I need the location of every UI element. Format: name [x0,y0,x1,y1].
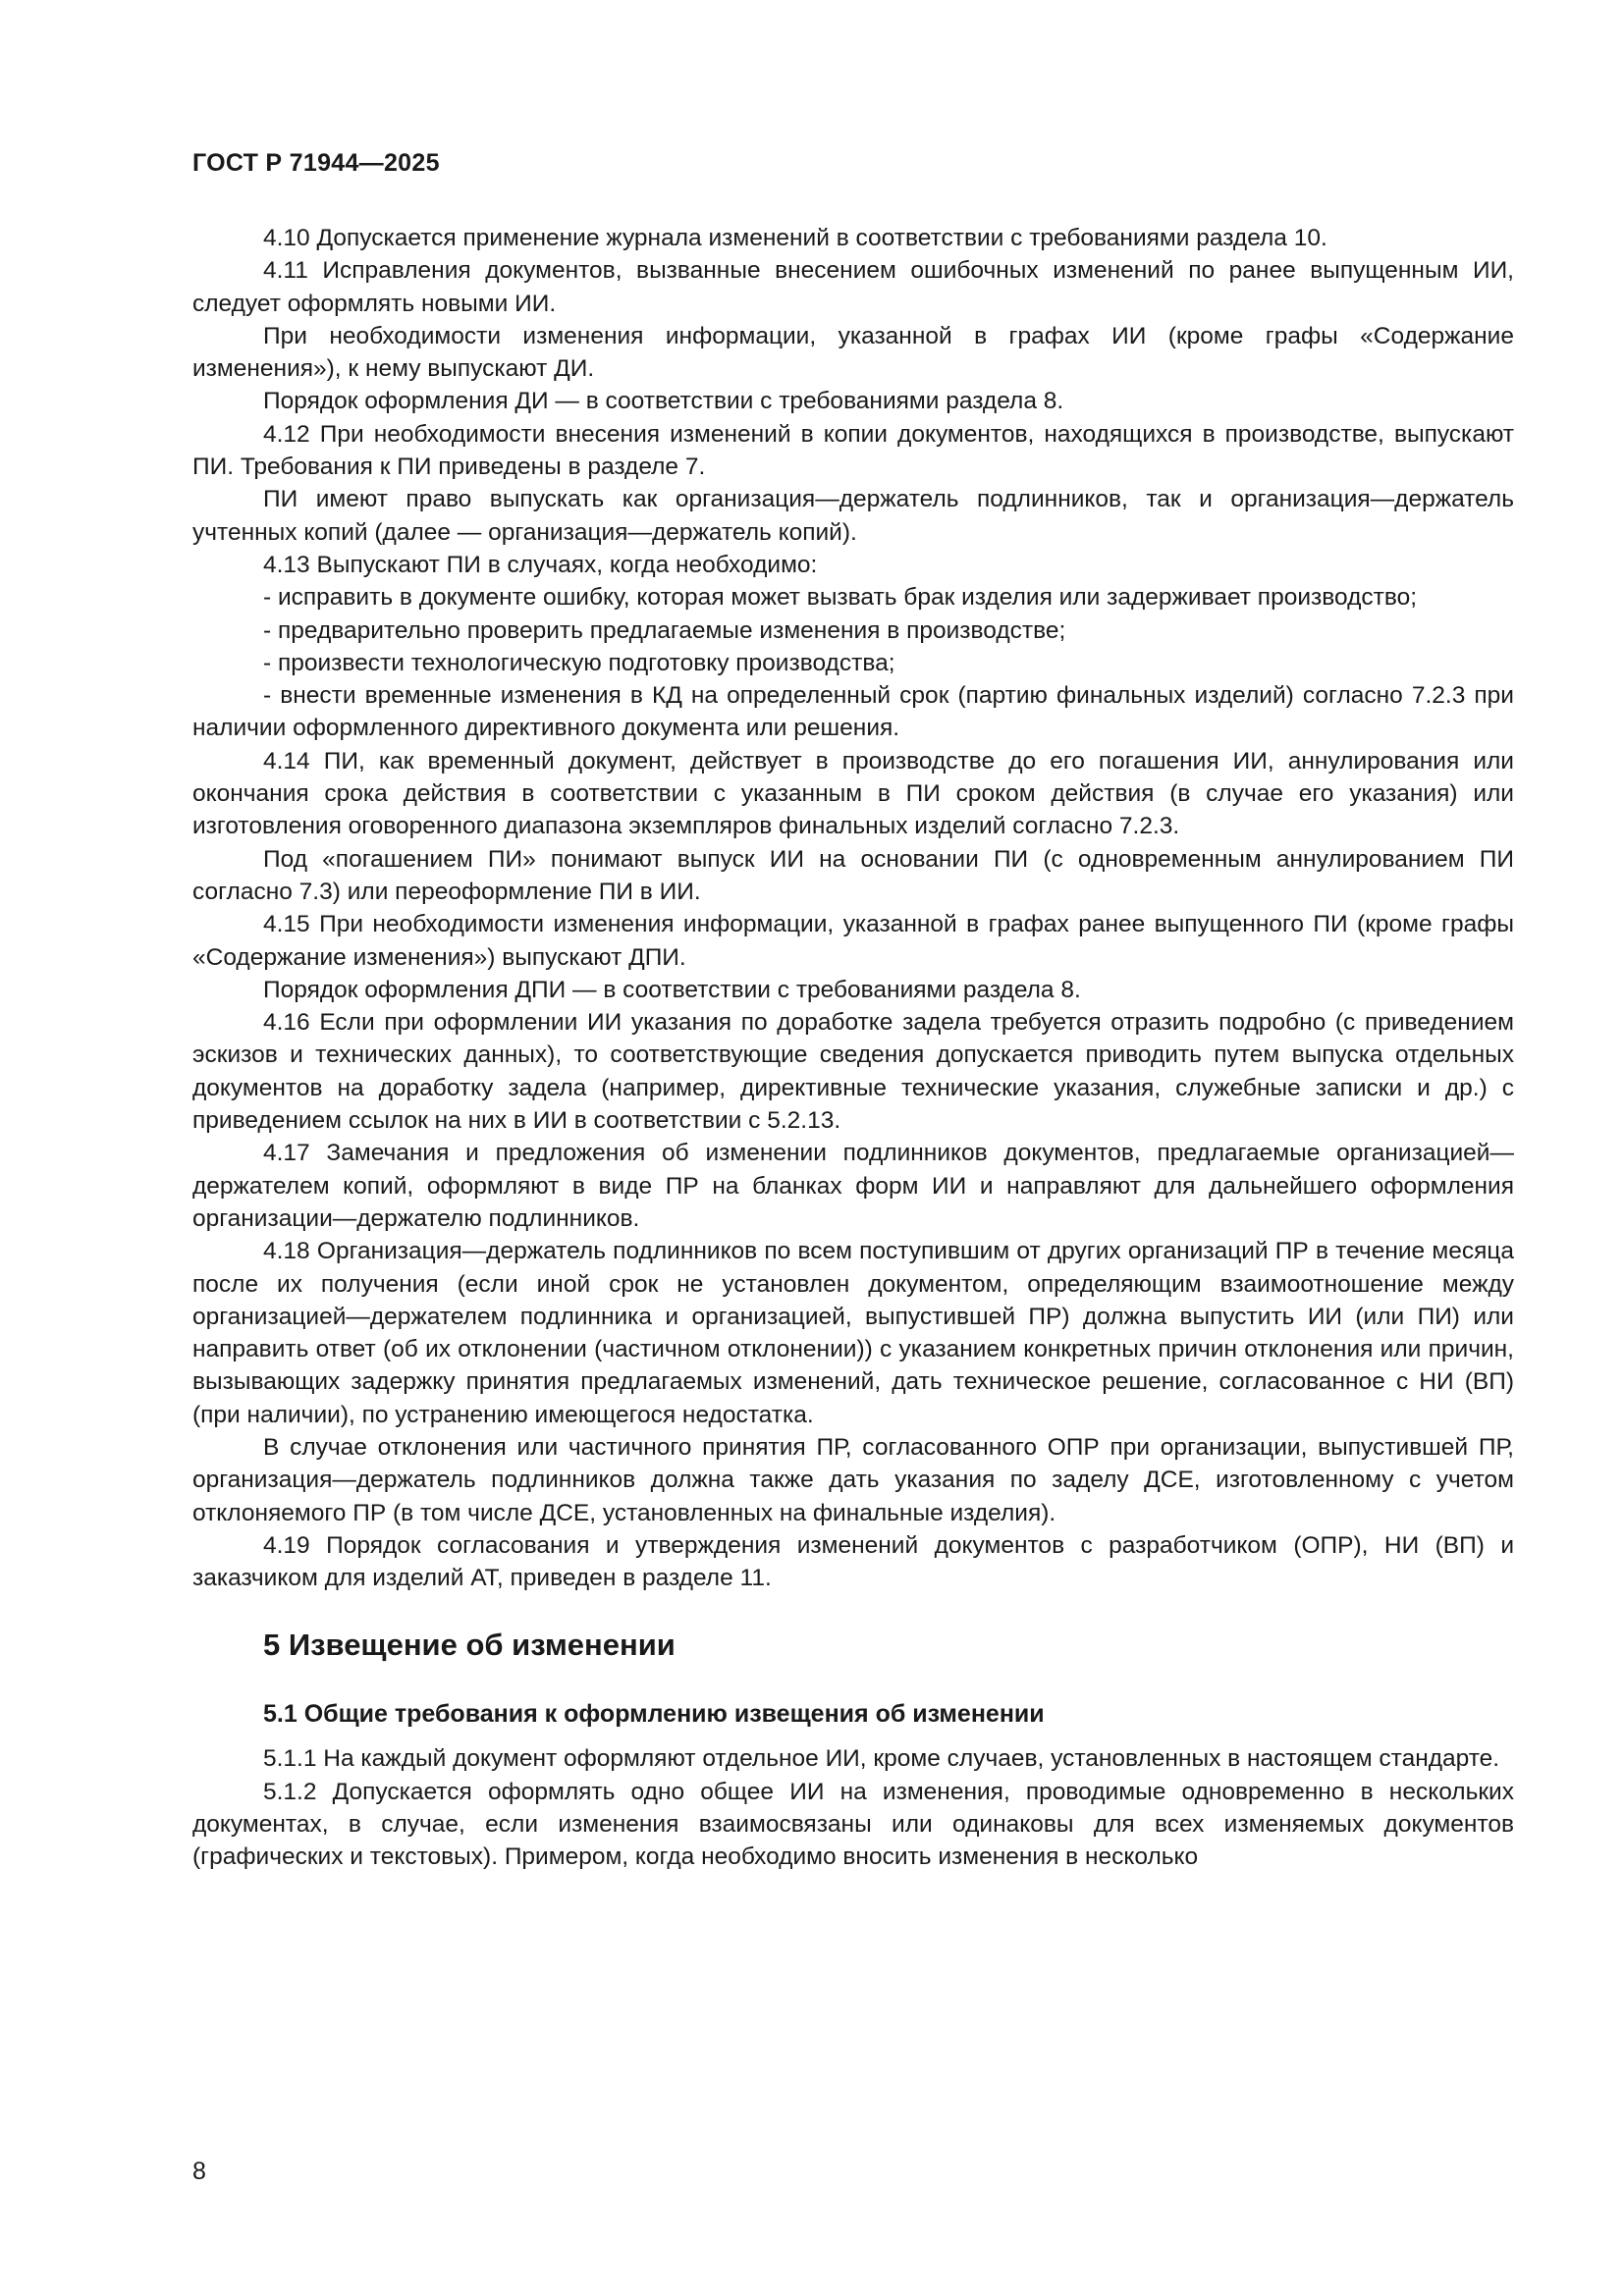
page-number: 8 [192,2158,206,2185]
paragraph: 5.1.2 Допускается оформлять одно общее ИИ на изменения, проводимые одновременно в нескольких документах, в случае, если изменения взаимосвязаны или одинаковы для всех изменяемых документов (графических и текстовых). Примером, когда необходимо вносить изменения в несколько [192,1778,1514,1871]
document-body [192,222,1514,1874]
paragraph: 4.11 Исправления документов, вызванные внесением ошибочных изменений по ранее выпущенным ИИ, следует оформлять новыми ИИ. [192,257,1514,317]
paragraph: 5.1.1 На каждый документ оформляют отдельное ИИ, кроме случаев, установленных в настоящем стандарте. [263,1745,1500,1773]
paragraph: При необходимости изменения информации, указанной в графах ИИ (кроме графы «Содержание изменения»), к нему выпускают ДИ. [192,322,1514,383]
section-heading: 5 Извещение об изменении [263,1628,676,1663]
paragraph: 4.12 При необходимости внесения изменений в копии документов, находящихся в производстве, выпускают ПИ. Требования к ПИ приведены в разделе 7. [192,420,1514,481]
paragraph: 4.10 Допускается применение журнала изменений в соответствии с требованиями раздела 10. [263,225,1327,251]
paragraph: 4.15 При необходимости изменения информации, указанной в графах ранее выпущенного ПИ (кроме графы «Содержание изменения») выпускают ДПИ. [192,911,1514,971]
paragraph: Под «погашением ПИ» понимают выпуск ИИ на основании ПИ (с одновременным аннулированием ПИ согласно 7.3) или переоформление ПИ в ИИ. [192,845,1514,905]
list-item: - исправить в документе ошибку, которая может вызвать брак изделия или задерживает производство; [263,584,1418,612]
list-item: - внести временные изменения в КД на определенный срок (партию финальных изделий) согласно 7.2.3 при наличии оформленного директивного документа или решения. [192,682,1514,742]
paragraph: 4.14 ПИ, как временный документ, действует в производстве до его погашения ИИ, аннулирования или окончания срока действия в соответствии с указанным в ПИ сроком действия (в случае его указания) или изготовления оговоренного диапазона экземпляров финальных изделий согласно 7.2.3. [192,747,1514,840]
paragraph: Порядок оформления ДПИ — в соответствии с требованиями раздела 8. [263,976,1081,1003]
paragraph: 4.13 Выпускают ПИ в случаях, когда необходимо: [263,551,818,578]
list-item: - предварительно проверить предлагаемые изменения в производстве; [263,616,1066,644]
subsection-heading: 5.1 Общие требования к оформлению извещения об изменении [263,1700,1045,1729]
document-code-header: ГОСТ Р 71944—2025 [192,149,440,177]
paragraph: Порядок оформления ДИ — в соответствии с требованиями раздела 8. [263,388,1064,415]
paragraph: 4.18 Организация—держатель подлинников по всем поступившим от других организаций ПР в течение месяца после их получения (если иной срок не установлен документом, определяющим взаимоотношение между организацией—держателем подлинника и организацией, выпустившей ПР) должна выпустить ИИ (или ПИ) или направить ответ (об их отклонении (частичном отклонении)) с указанием конкретных причин отклонения или причин, вызывающих задержку принятия предлагаемых изменений, дать техническое решение, согласованное с НИ (ВП) (при наличии), по устранению имеющегося недостатка. [192,1238,1514,1428]
paragraph: 4.17 Замечания и предложения об изменении подлинников документов, предлагаемые организацией—держателем копий, оформляют в виде ПР на бланках форм ИИ и направляют для дальнейшего оформления организации—держателю подлинников. [192,1140,1514,1232]
paragraph: 4.19 Порядок согласования и утверждения изменений документов с разработчиком (ОПР), НИ (ВП) и заказчиком для изделий АТ, приведен в разделе 11. [192,1531,1514,1592]
paragraph: ПИ имеют право выпускать как организация—держатель подлинников, так и организация—держатель учтенных копий (далее — организация—держатель копий). [192,486,1514,546]
list-item: - произвести технологическую подготовку производства; [263,649,895,676]
paragraph: 4.16 Если при оформлении ИИ указания по доработке задела требуется отразить подробно (с приведением эскизов и технических данных), то соответствующие сведения допускается приводить путем выпуска отдельных документов на доработку задела (например, директивные технические указания, служебные записки и др.) с приведением ссылок на них в ИИ в соответствии с 5.2.13. [192,1009,1514,1135]
paragraph: В случае отклонения или частичного принятия ПР, согласованного ОПР при организации, выпустившей ПР, организация—держатель подлинников должна также дать указания по заделу ДСЕ, изготовленному с учетом отклоняемого ПР (в том числе ДСЕ, установленных на финальные изделия). [192,1433,1514,1526]
